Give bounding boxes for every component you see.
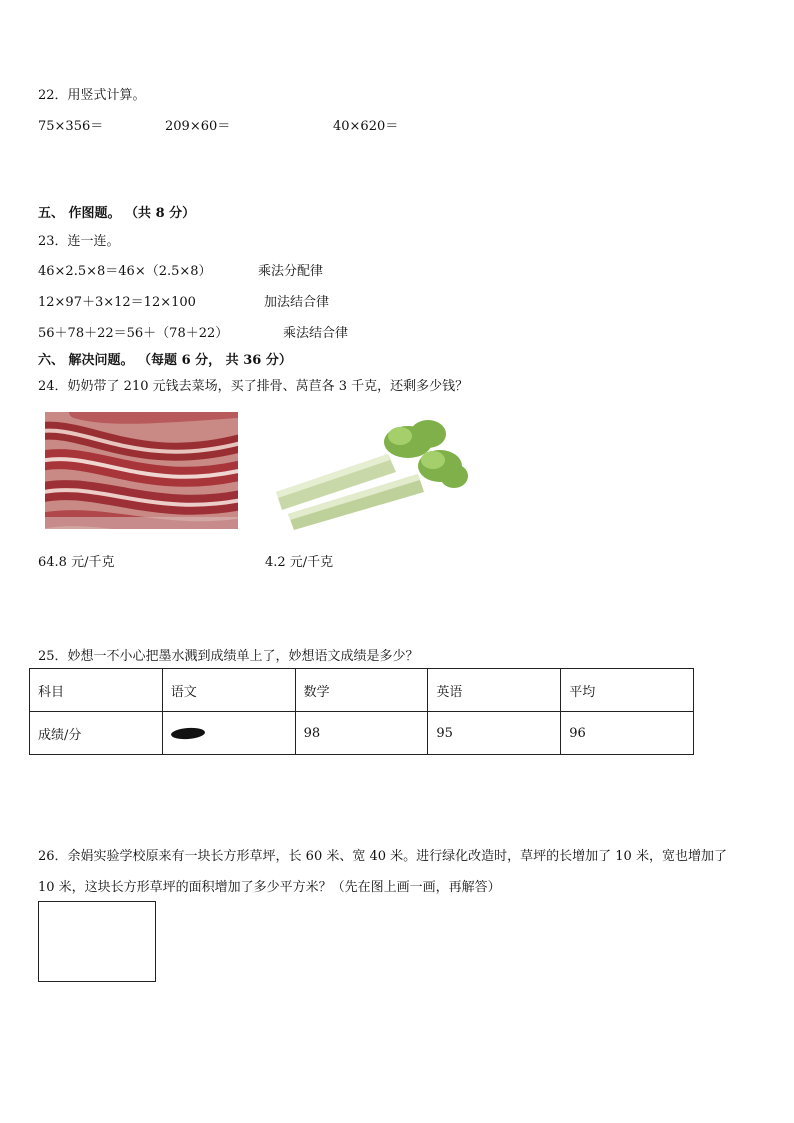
- ink-blot-cell: [162, 712, 295, 755]
- table-header-cell: 平均: [561, 669, 694, 712]
- match-right-2: 加法结合律: [264, 295, 330, 310]
- question-25-title: 25．妙想一不小心把墨水溅到成绩单上了，妙想语文成绩是多少？: [38, 649, 419, 664]
- lettuce-image: [268, 414, 468, 534]
- table-cell: 95: [428, 712, 561, 755]
- section-5-heading: 五、 作图题。 （共 8 分）: [38, 206, 196, 221]
- match-left-1: 46×2.5×8＝46×（2.5×8）: [38, 264, 212, 279]
- table-row: [30, 712, 694, 755]
- price-lettuce: 4.2 元/千克: [265, 555, 334, 570]
- table-header-cell: 英语: [428, 669, 561, 712]
- table-cell: 98: [295, 712, 428, 755]
- calc-item-2: 209×60＝: [165, 119, 231, 134]
- section-6-heading: 六、 解决问题。 （每题 6 分， 共 36 分）: [38, 353, 292, 368]
- ink-blot: [170, 726, 205, 739]
- table-row-label: 成绩/分: [30, 712, 163, 755]
- match-left-3: 56＋78＋22＝56＋（78＋22）: [38, 326, 229, 341]
- question-24-title: 24．奶奶带了 210 元钱去菜场，买了排骨、莴苣各 3 千克，还剩多少钱？: [38, 379, 469, 394]
- lawn-rectangle-drawing-area[interactable]: [38, 901, 156, 982]
- table-header-cell: 科目: [30, 669, 163, 712]
- table-header-cell: 数学: [295, 669, 428, 712]
- ribs-image: [45, 412, 238, 529]
- question-22-title: 22．用竖式计算。: [38, 88, 146, 103]
- calc-item-3: 40×620＝: [333, 119, 399, 134]
- question-26-line-2: 10 米，这块长方形草坪的面积增加了多少平方米？（先在图上画一画，再解答）: [38, 880, 501, 895]
- table-cell: 96: [561, 712, 694, 755]
- question-23-title: 23．连一连。: [38, 234, 120, 249]
- price-ribs: 64.8 元/千克: [38, 555, 115, 570]
- match-left-2: 12×97＋3×12＝12×100: [38, 295, 196, 310]
- table-row: [30, 669, 694, 712]
- match-right-3: 乘法结合律: [283, 326, 349, 341]
- match-right-1: 乘法分配律: [258, 264, 324, 279]
- table-header-cell: 语文: [162, 669, 295, 712]
- calc-item-1: 75×356＝: [38, 119, 104, 134]
- score-table: [29, 668, 694, 755]
- question-26-line-1: 26．余娟实验学校原来有一块长方形草坪，长 60 米、宽 40 米。进行绿化改造时，草坪的长增加了 10 米，宽也增加了: [38, 849, 727, 864]
